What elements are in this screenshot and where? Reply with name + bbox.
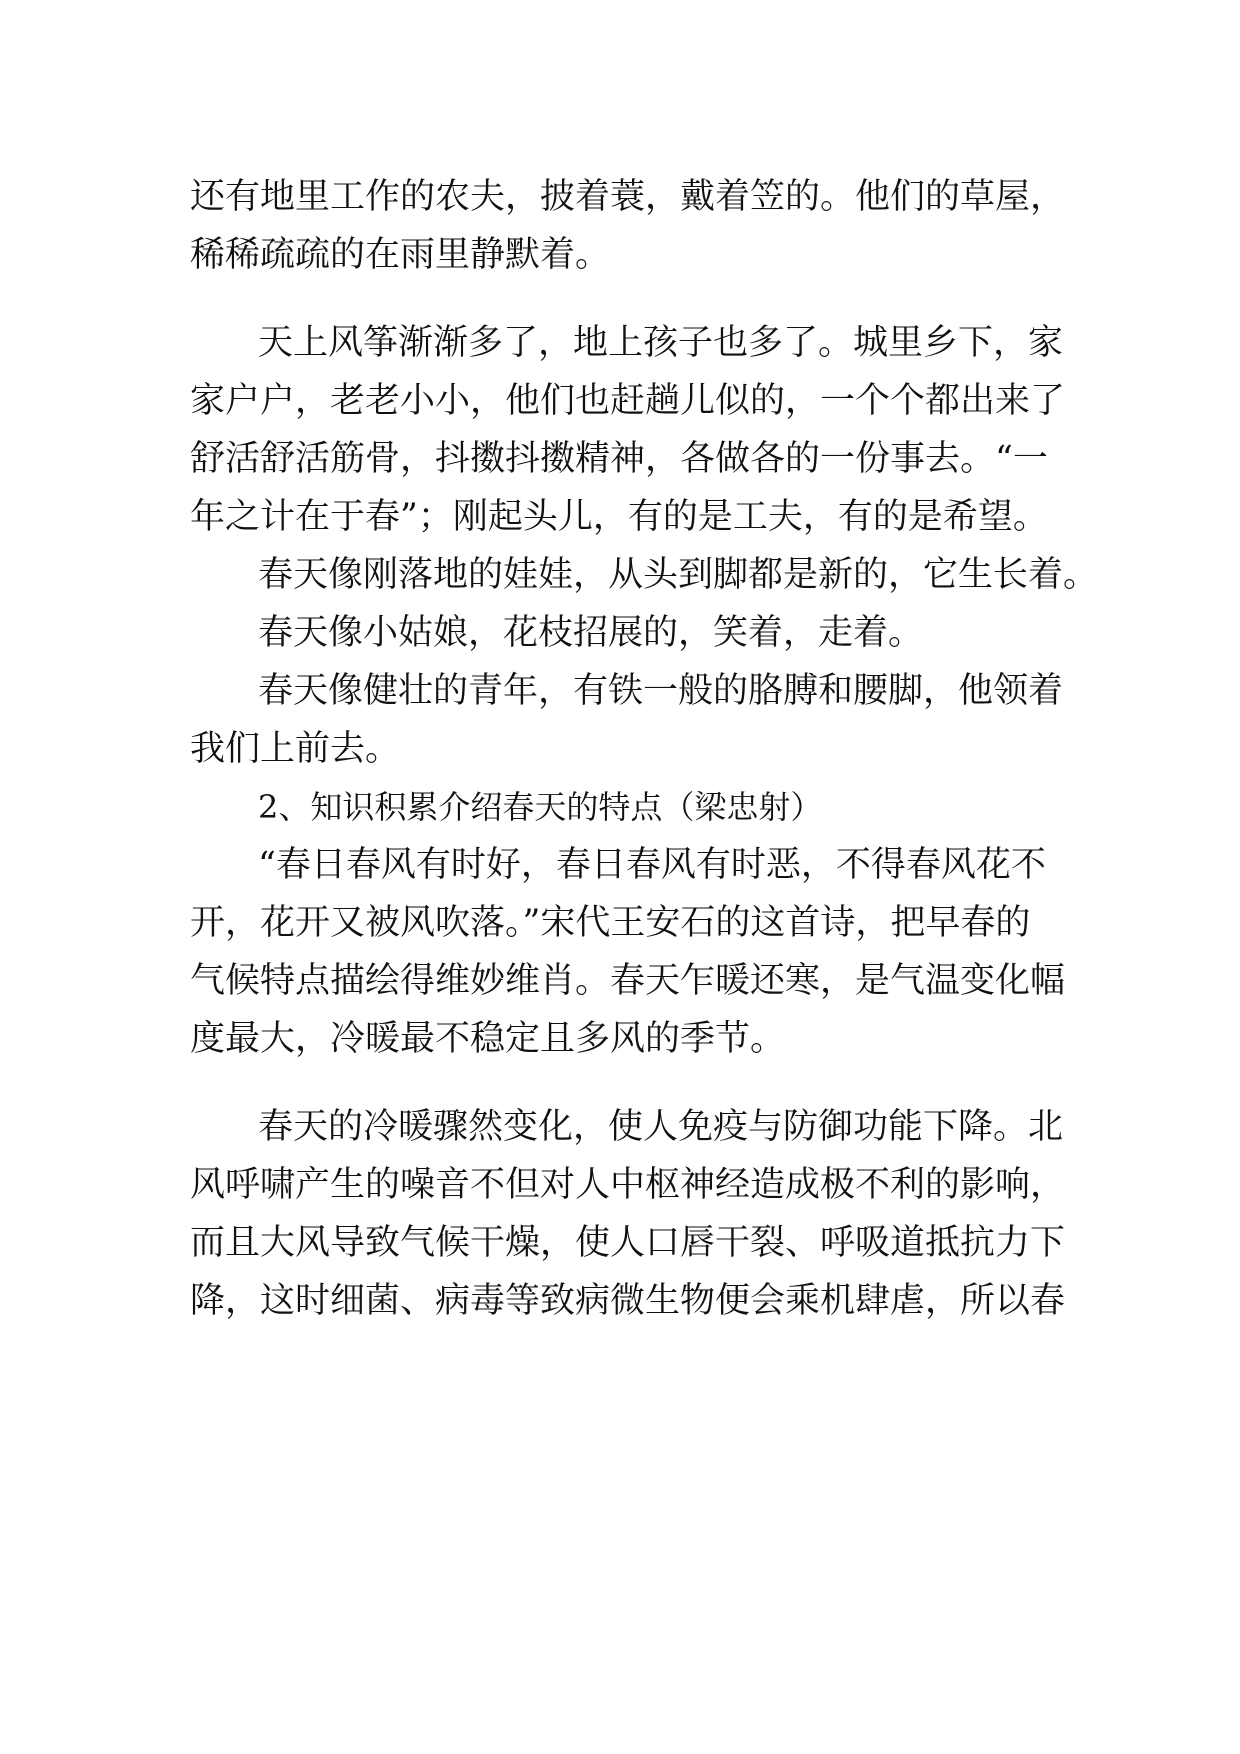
text-line: 稀稀疏疏的在雨里静默着。: [190, 235, 611, 275]
section-heading: 2、知识积累介绍春天的特点（梁忠射）: [258, 788, 823, 826]
text-line: 降，这时细菌、病毒等致病微生物便会乘机肆虐，所以春: [190, 1281, 1066, 1321]
text-line: 春天像小姑娘，花枝招展的，笑着，走着。: [258, 613, 924, 653]
text-line: 舒活舒活筋骨，抖擞抖擞精神，各做各的一份事去。“一: [190, 439, 1048, 479]
text-line: 风呼啸产生的噪音不但对人中枢神经造成极不利的影响，: [190, 1165, 1066, 1205]
text-line: 春天像刚落地的娃娃，从头到脚都是新的，它生长着。: [258, 555, 1099, 595]
text-line: 我们上前去。: [190, 729, 401, 769]
paragraph-gap: [190, 1068, 1060, 1098]
text-line: 气候特点描绘得维妙维肖。春天乍暖还寒，是气温变化幅: [190, 961, 1066, 1001]
text-line: 年之计在于春”；刚起头儿，有的是工夫，有的是希望。: [190, 497, 1048, 537]
text-line: 春天的冷暖骤然变化，使人免疫与防御功能下降。北: [258, 1107, 1064, 1147]
text-line: 还有地里工作的农夫，披着蓑，戴着笠的。他们的草屋，: [190, 177, 1066, 217]
paragraph-gap: [190, 284, 1060, 314]
text-line: “春日春风有时好，春日春风有时恶，不得春风花不: [258, 845, 1046, 885]
text-line: 而且大风导致气候干燥，使人口唇干裂、呼吸道抵抗力下: [190, 1223, 1066, 1263]
text-line: 天上风筝渐渐多了，地上孩子也多了。城里乡下，家: [258, 323, 1064, 363]
text-line: 度最大，冷暖最不稳定且多风的季节。: [190, 1019, 786, 1059]
text-line: 开，花开又被风吹落。”宋代王安石的这首诗，把早春的: [190, 903, 1031, 943]
text-line: 家户户，老老小小，他们也赶趟儿似的，一个个都出来了: [190, 381, 1066, 421]
document-body: [190, 168, 1099, 1330]
text-line: 春天像健壮的青年，有铁一般的胳膊和腰脚，他领着: [258, 671, 1064, 711]
